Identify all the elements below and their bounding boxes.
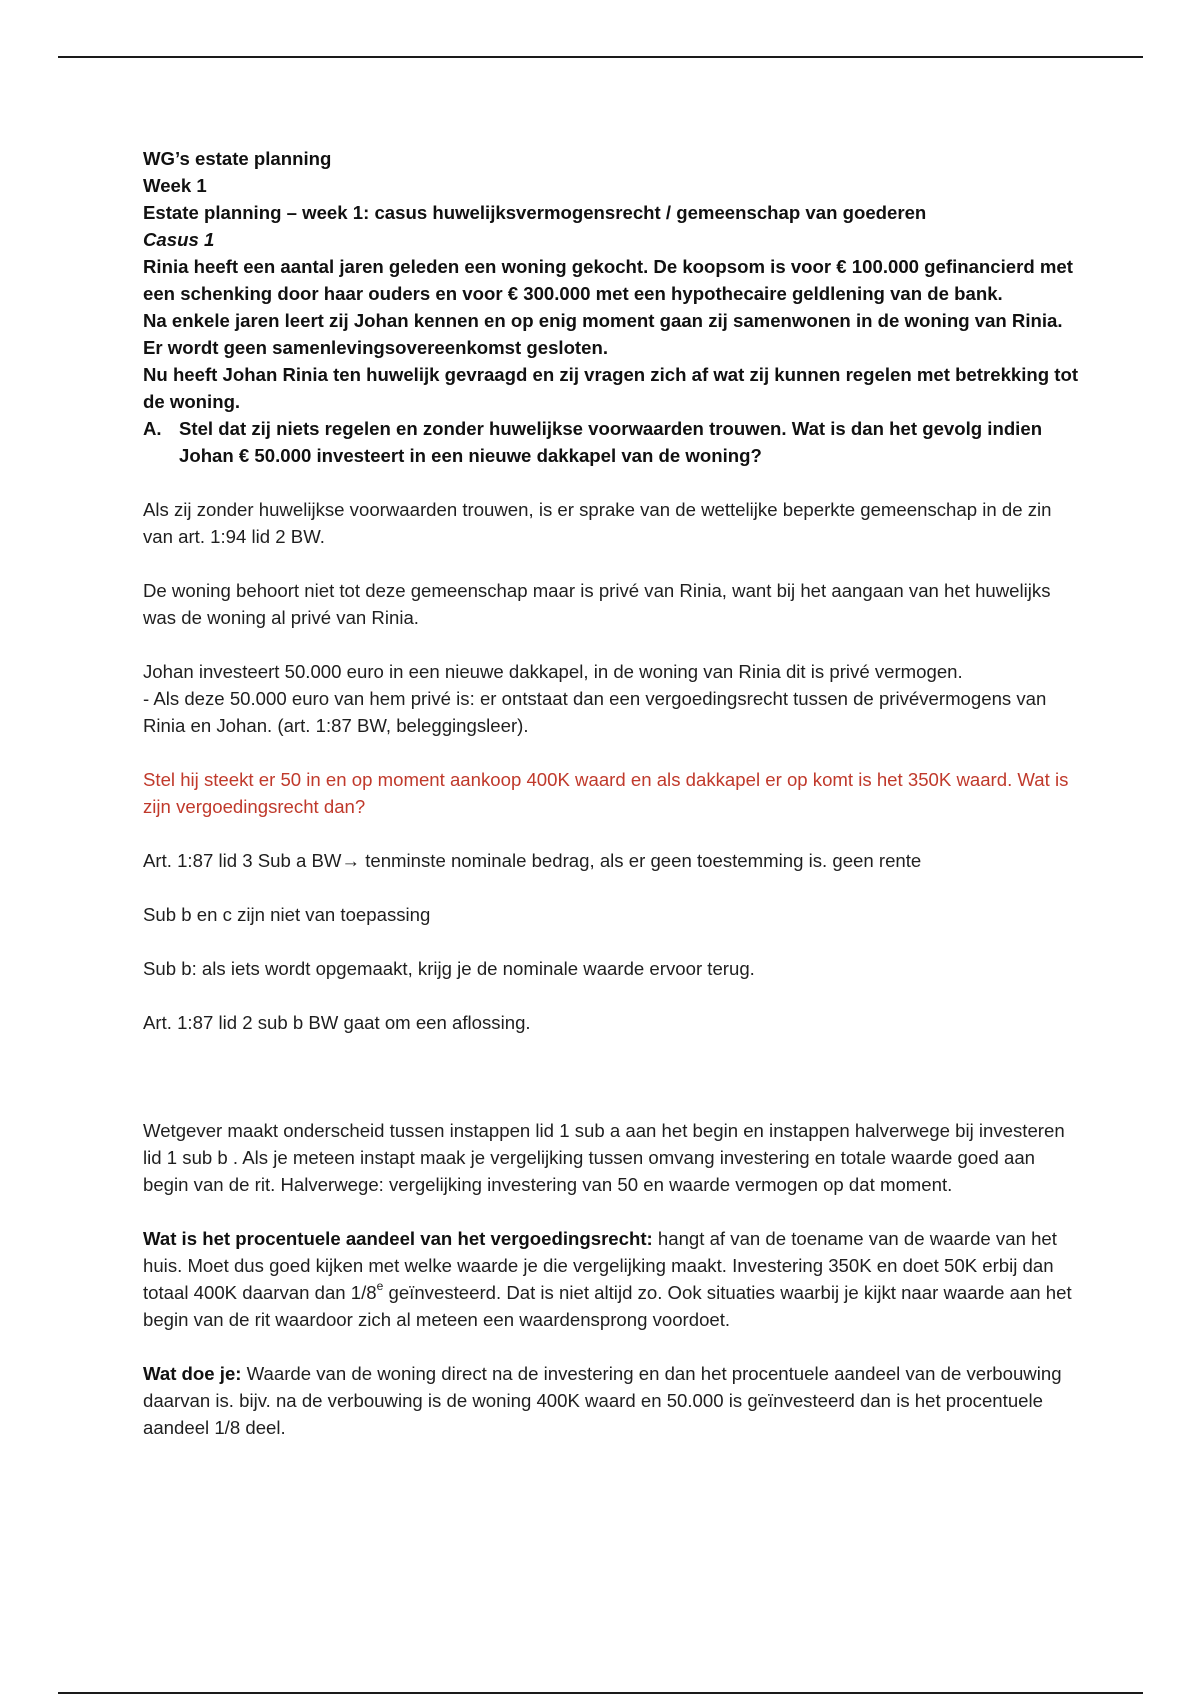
question-label: A. [143, 418, 162, 439]
answer-paragraph: Als zij zonder huwelijkse voorwaarden trouwen, is er sprake van de wettelijke beperkte gemeenschap in de zin van art. 1:94 lid 2 BW. [143, 499, 1052, 547]
top-rule [58, 56, 1143, 58]
answer-paragraph: - Als deze 50.000 euro van hem privé is: er ontstaat dan een vergoedingsrecht tussen de privévermogens van Rinia en Johan. (art. 1:87 BW, beleggingsleer). [143, 688, 1047, 736]
answer-paragraph: Art. 1:87 lid 2 sub b BW gaat om een aflossing. [143, 1012, 531, 1033]
doc-subtitle: Estate planning – week 1: casus huwelijksvermogensrecht / gemeenschap van goederen [143, 202, 927, 223]
doc-title: WG’s estate planning [143, 148, 332, 169]
answer-paragraph: Art. 1:87 lid 3 Sub a BW→ tenminste nominale bedrag, als er geen toestemming is. geen rente [143, 850, 922, 871]
bottom-rule [58, 1692, 1143, 1694]
answer-paragraph: Sub b: als iets wordt opgemaakt, krijg je de nominale waarde ervoor terug. [143, 958, 755, 979]
question-a [143, 415, 1083, 469]
case-label: Casus 1 [143, 229, 215, 250]
answer-paragraph: Wat doe je: Waarde van de woning direct na de investering en dan het procentuele aandeel van de verbouwing daarvan is. bijv. na de verbouwing is de woning 400K waard en 50.000 is geïnvesteerd dan is het procentuele aandeel 1/8 deel. [143, 1363, 1062, 1438]
answer-paragraph: Johan investeert 50.000 euro in een nieuwe dakkapel, in de woning van Rinia dit is privé vermogen. [143, 661, 963, 682]
case-paragraph: Rinia heeft een aantal jaren geleden een woning gekocht. De koopsom is voor € 100.000 gefinancierd met een schenking door haar ouders en voor € 300.000 met een hypothecaire geldlening van de bank. [143, 256, 1073, 304]
bold-lead: Wat is het procentuele aandeel van het vergoedingsrecht: [143, 1228, 653, 1249]
answer-paragraph: Wat is het procentuele aandeel van het vergoedingsrecht: hangt af van de toename van de waarde van het huis. Moet dus goed kijken met welke waarde je die vergelijking maakt. Investering 350K en doet 50K erbij dan totaal 400K daarvan dan 1/8e geïnvesteerd. Dat is niet altijd zo. Ook situaties waarbij je kijkt naar waarde aan het begin van de rit waardoor zich al meteen een waardensprong voordoet. [143, 1228, 1072, 1330]
answer-paragraph: Wetgever maakt onderscheid tussen instappen lid 1 sub a aan het begin en instappen halverwege bij investeren lid 1 sub b . Als je meteen instapt maak je vergelijking tussen omvang investering en totale waarde goed aan begin van de rit. Halverwege: vergelijking investering van 50 en waarde vermogen op dat moment. [143, 1120, 1065, 1195]
case-paragraph: Nu heeft Johan Rinia ten huwelijk gevraagd en zij vragen zich af wat zij kunnen regelen met betrekking tot de woning. [143, 364, 1079, 412]
week-label: Week 1 [143, 175, 207, 196]
question-text: Stel dat zij niets regelen en zonder huwelijkse voorwaarden trouwen. Wat is dan het gevolg indien Johan € 50.000 investeert in een nieuwe dakkapel van de woning? [179, 418, 1043, 466]
highlighted-question: Stel hij steekt er 50 in en op moment aankoop 400K waard en als dakkapel er op komt is het 350K waard. Wat is zijn vergoedingsrecht dan? [143, 769, 1069, 817]
document-body [143, 145, 1083, 1441]
case-paragraph: Na enkele jaren leert zij Johan kennen en op enig moment gaan zij samenwonen in de woning van Rinia. Er wordt geen samenlevingsovereenkomst gesloten. [143, 310, 1063, 358]
bold-lead: Wat doe je: [143, 1363, 242, 1384]
answer-paragraph: Sub b en c zijn niet van toepassing [143, 904, 431, 925]
answer-paragraph: De woning behoort niet tot deze gemeenschap maar is privé van Rinia, want bij het aangaan van het huwelijks was de woning al privé van Rinia. [143, 580, 1051, 628]
